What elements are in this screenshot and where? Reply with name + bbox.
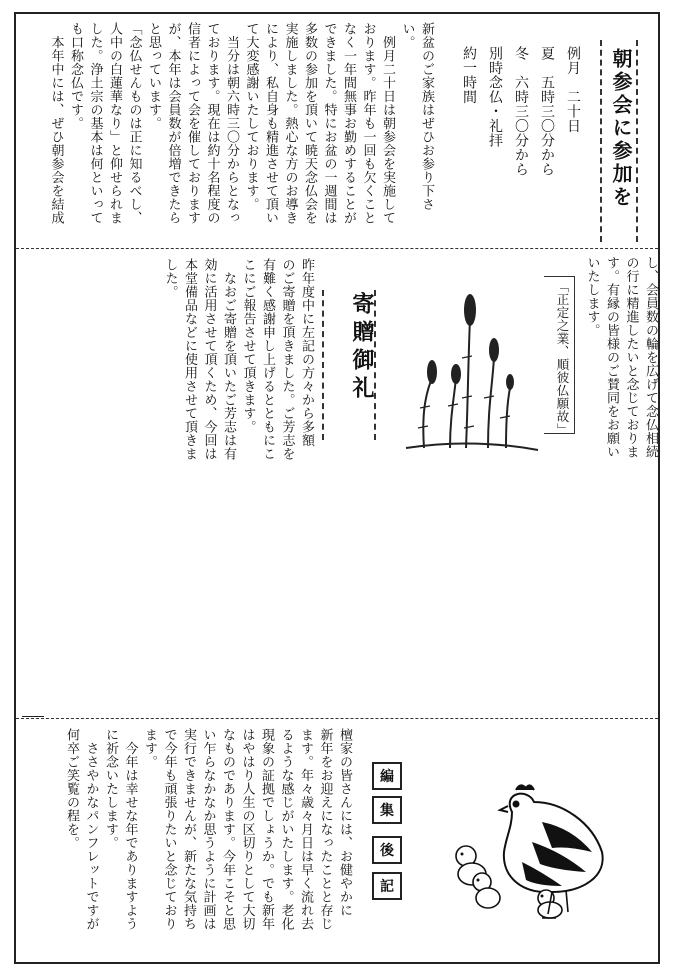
section-divider-2 xyxy=(16,718,658,719)
title-donation-thanks: 寄贈御礼 xyxy=(349,292,375,404)
morning-service-body: 新盆のご家族はぜひお参り下さ い。 例月二十日は朝参会を実施して おります。昨年も一回も欠くこと なく一年間無事お勤めすることが できました。特にお盆の一週間は 多数の参加を頂いて暁天念仏会を 実施しました。熱心な方のお導き により、私自身も精進させて頂い て大変感謝いたしております。 当分は朝六時三〇分からとなっ ております。現在は約十名程度の 信者によって会を催しております が、本年は会員数が倍増できたら と思っています。 「念仏せんものは正に知るべし、 人中の白蓮華なり」と仰せられま した。浄土宗の基本は何といって も口称念仏です。 本年中には、ぜひ朝参会を結成 xyxy=(48,22,434,225)
horsetail-illustration xyxy=(402,288,542,458)
editorial-title-char-1: 編 xyxy=(372,762,402,790)
quote-bracket xyxy=(544,276,575,434)
editorial-title-char-4: 記 xyxy=(372,872,402,900)
section-divider-1 xyxy=(16,248,658,249)
editorial-title-char-3: 後 xyxy=(372,836,402,864)
hen-illustration xyxy=(442,782,610,922)
donation-thanks-body: 昨年度中に左記の方々から多額 のご寄贈を頂きました。ご芳志を 有難く感謝申し上げるとともにこ こにご報告させて頂きます。 なおご寄贈を頂いたご芳志は有 効に活用させて頂くため、今回は 本堂備品などに使用させて頂きま した。 xyxy=(162,258,314,461)
title-morning-service: 朝参会に参加を xyxy=(609,48,633,209)
page-mark-left xyxy=(22,716,44,717)
editorial-body: 檀家の皆さんには、お健やかに 新年をお迎えになったことと存じ ます。年々歳々月日は早く流れ去 るような感じがいたします。老化 現象の証拠でしょうか。でも新年 はやはり人生の区切りとして大切 なものであります。今年こそと思 い乍らなかなか思うように計画は 実行できませんが、新たな気持ち で今年も頑張りたいと念じており ます。 今年は幸せな年でありますよう に祈念いたします。 ささやかなパンフレットですが 何卒ご笑覧の程を。 xyxy=(64,728,352,931)
morning-service-continuation: し、会員数の輪を広げて念仏相続 の行に精進したいと念じておりま す。有縁の皆様のご賛同をお願い いたします。 xyxy=(584,256,658,459)
morning-service-schedule: 例月 二十日 夏 五時三〇分から 冬 六時三〇分から 別時念仏・礼拝 約一時間 xyxy=(461,46,581,177)
title-wave-right xyxy=(374,290,382,440)
editorial-title-char-2: 集 xyxy=(372,796,402,824)
title-wave-left xyxy=(322,290,330,440)
nembutsu-quote: 「正定之業、順彼仏願故」 xyxy=(555,280,570,436)
